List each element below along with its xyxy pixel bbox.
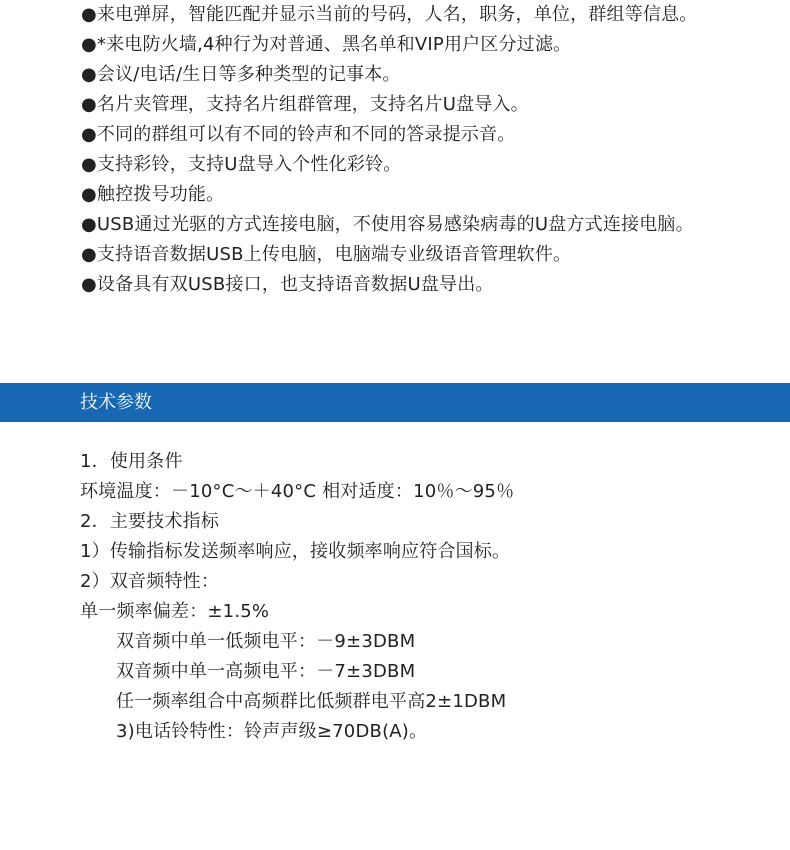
feature-item: ●触控拨号功能。 <box>81 184 225 205</box>
param-item: 双音频中单一低频电平：－9±3DBM <box>116 631 416 652</box>
section-title: 技术参数 <box>80 392 152 413</box>
section-header-bar <box>0 383 790 422</box>
feature-item: ●来电弹屏，智能匹配并显示当前的号码，人名，职务，单位，群组等信息。 <box>81 4 698 25</box>
feature-item: ●会议/电话/生日等多种类型的记事本。 <box>81 64 401 85</box>
feature-item: ●支持彩铃，支持U盘导入个性化彩铃。 <box>81 154 402 175</box>
tech-params-list <box>80 447 760 747</box>
param-heading: 1．使用条件 <box>80 451 183 472</box>
feature-item: ●名片夹管理，支持名片组群管理，支持名片U盘导入。 <box>81 94 529 115</box>
param-item: 双音频中单一高频电平：－7±3DBM <box>116 661 416 682</box>
feature-item: ●设备具有双USB接口，也支持语音数据U盘导出。 <box>81 274 494 295</box>
feature-item: ●支持语音数据USB上传电脑，电脑端专业级语音管理软件。 <box>81 244 572 265</box>
param-item: 环境温度：－10°C～＋40°C 相对适度：10％～95％ <box>80 481 515 502</box>
feature-item: ●USB通过光驱的方式连接电脑，不使用容易感染病毒的U盘方式连接电脑。 <box>81 214 694 235</box>
param-item: 单一频率偏差：±1.5% <box>80 601 270 622</box>
param-item: 任一频率组合中高频群比低频群电平高2±1DBM <box>116 691 507 712</box>
param-heading: 2．主要技术指标 <box>80 511 220 532</box>
feature-item: ●*来电防火墙,4种行为对普通、黑名单和VIP用户区分过滤。 <box>81 34 572 55</box>
param-item: 3)电话铃特性：铃声声级≥70DB(A)。 <box>116 721 428 742</box>
param-item: 1）传输指标发送频率响应，接收频率响应符合国标。 <box>80 541 511 562</box>
feature-item: ●不同的群组可以有不同的铃声和不同的答录提示音。 <box>81 124 516 145</box>
feature-list <box>81 0 721 300</box>
param-item: 2）双音频特性： <box>80 571 220 592</box>
